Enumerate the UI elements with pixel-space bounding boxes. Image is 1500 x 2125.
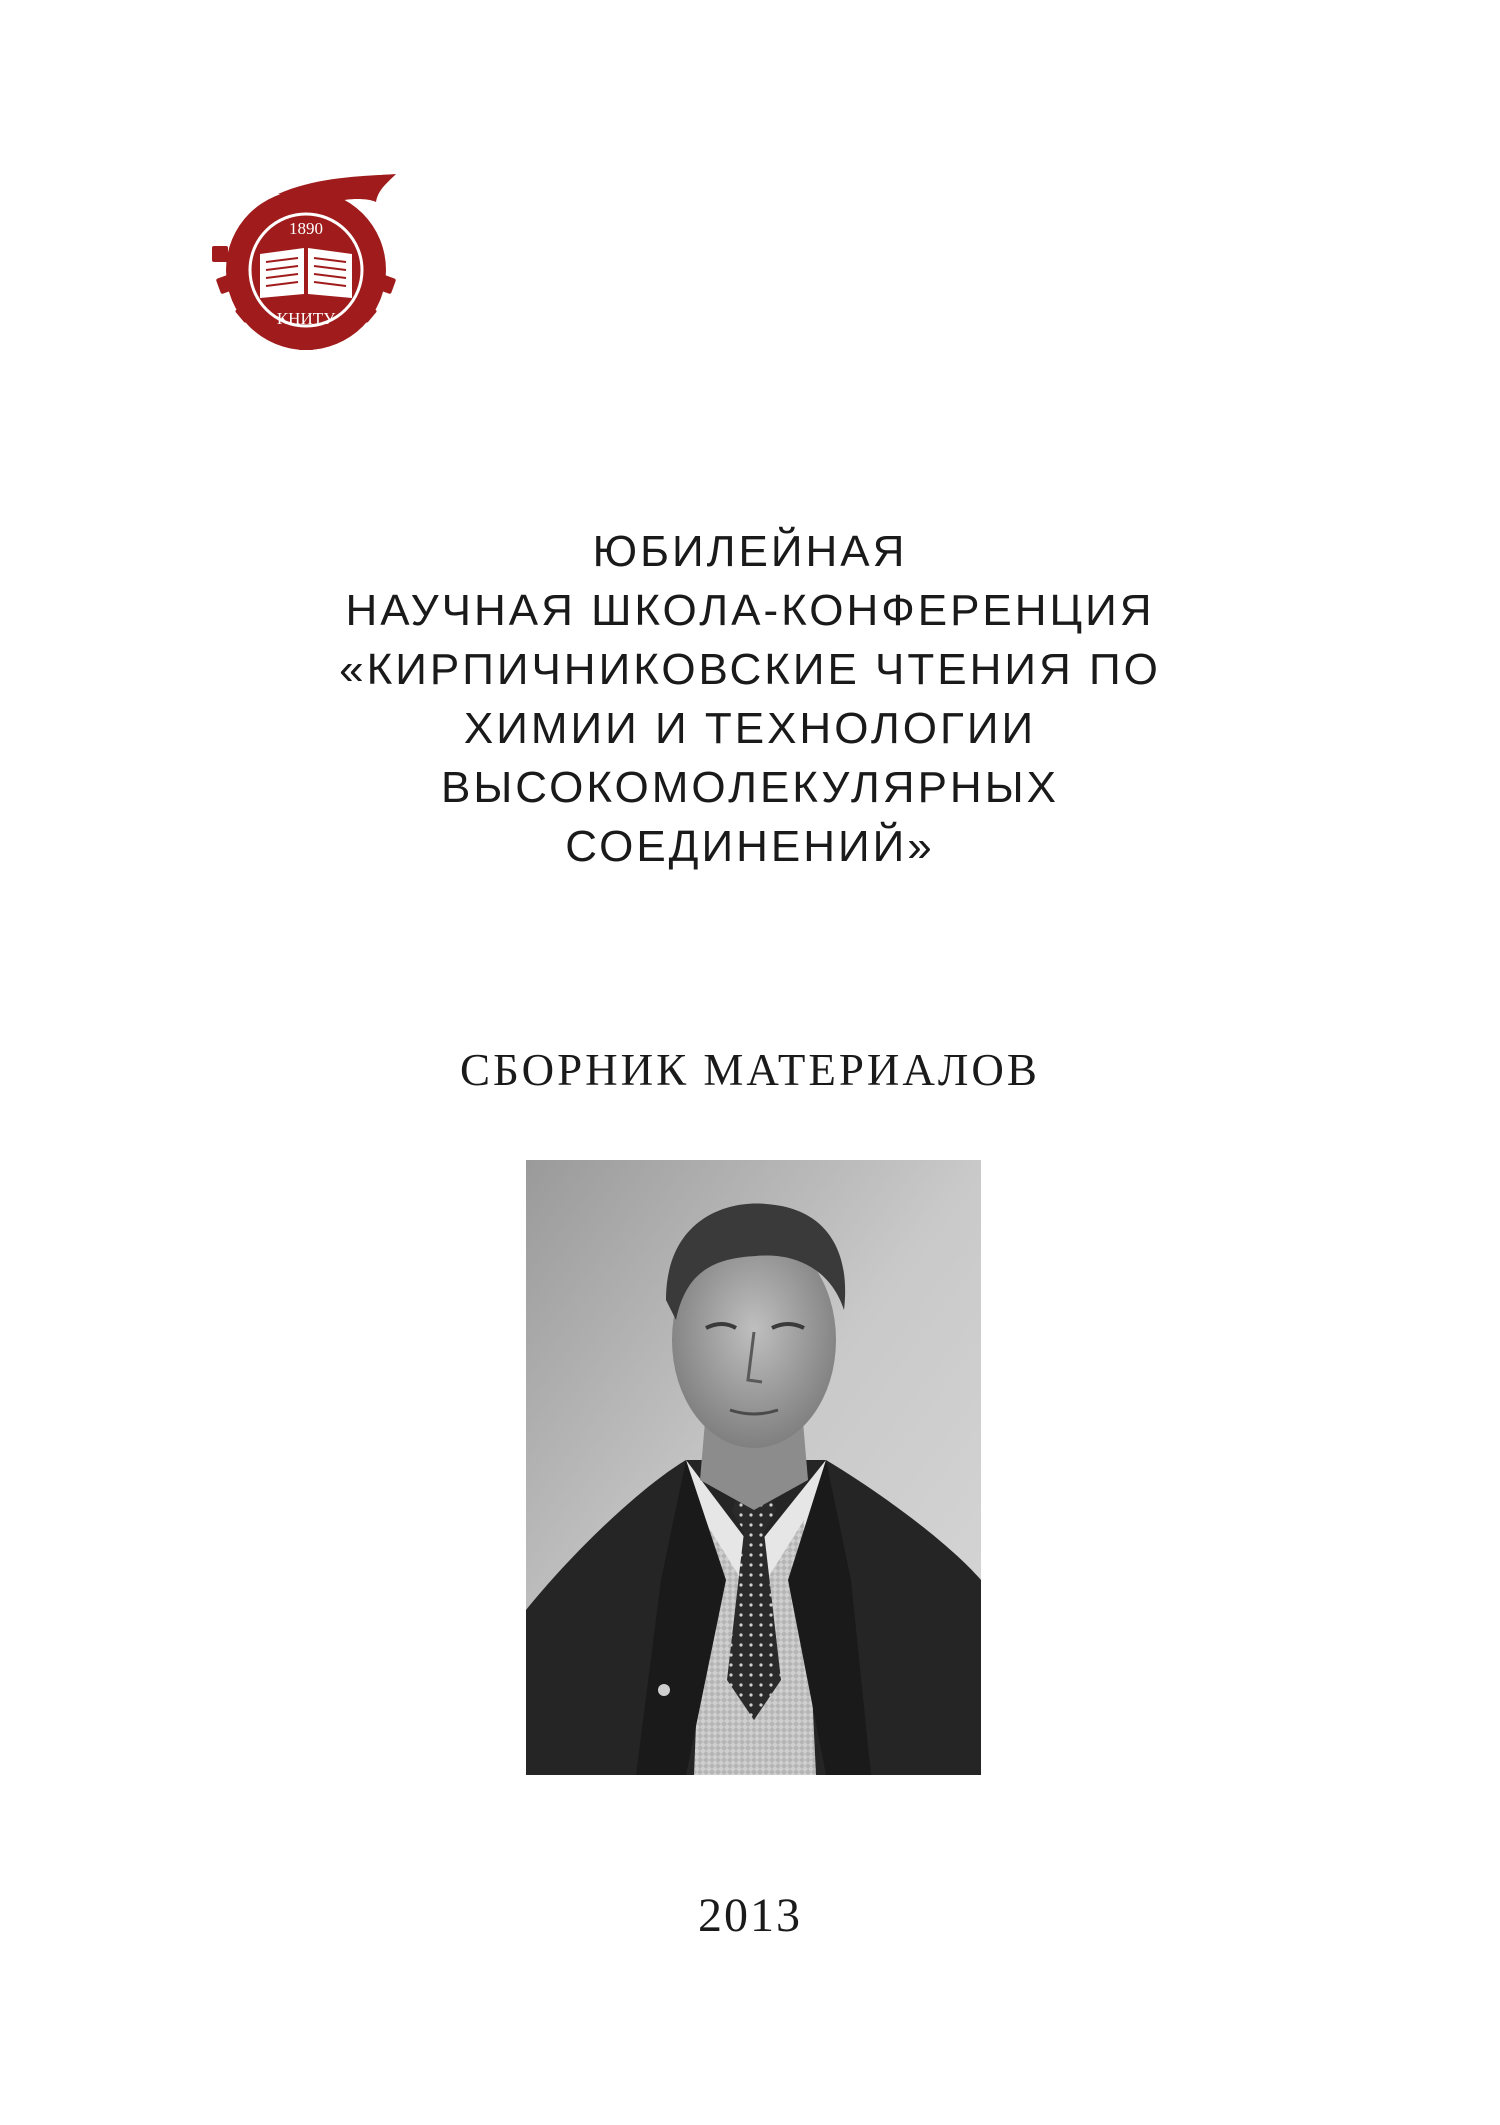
logo-year: 1890: [289, 219, 323, 238]
title-line: «КИРПИЧНИКОВСКИЕ ЧТЕНИЯ ПО: [339, 645, 1161, 694]
publication-year: 2013: [698, 1889, 802, 1942]
title-line: НАУЧНАЯ ШКОЛА-КОНФЕРЕНЦИЯ: [345, 586, 1155, 635]
title-line: ХИМИИ И ТЕХНОЛОГИИ: [463, 704, 1037, 753]
knitu-emblem-icon: [208, 172, 404, 352]
title-line: ВЫСОКОМОЛЕКУЛЯРНЫХ: [441, 763, 1059, 812]
portrait-photo: [526, 1160, 981, 1775]
conference-title: [150, 522, 1350, 876]
title-line: СОЕДИНЕНИЙ»: [565, 822, 935, 871]
title-line: ЮБИЛЕЙНАЯ: [592, 527, 908, 576]
collection-label: СБОРНИК МАТЕРИАЛОВ: [460, 1045, 1040, 1095]
logo-abbreviation: КНИТУ: [276, 309, 336, 328]
